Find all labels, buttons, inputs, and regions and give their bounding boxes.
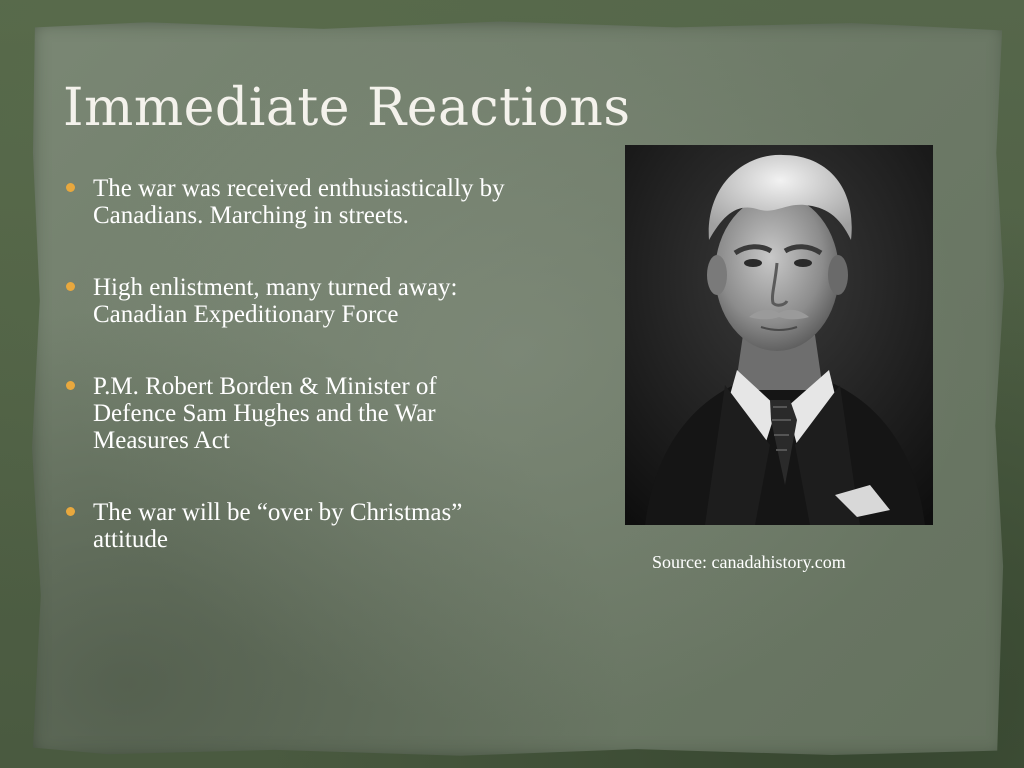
- bullet-list: [66, 175, 526, 598]
- bullet-item: [66, 499, 526, 553]
- portrait-illustration: [625, 145, 933, 525]
- bullet-dot-icon: [66, 381, 75, 390]
- bullet-text: P.M. Robert Borden & Minister of Defence Sam Hughes and the War Measures Act: [93, 373, 437, 454]
- bullet-text: The war was received enthusiastically by Canadians. Marching in streets.: [93, 175, 505, 229]
- bullet-text: The war will be “over by Christmas” attitude: [93, 499, 463, 553]
- bullet-dot-icon: [66, 507, 75, 516]
- bullet-item: [66, 175, 526, 229]
- bullet-dot-icon: [66, 183, 75, 192]
- bullet-item: [66, 274, 526, 328]
- bullet-text: High enlistment, many turned away: Canadian Expeditionary Force: [93, 274, 458, 328]
- bullet-item: [66, 373, 526, 454]
- image-source-caption: Source: canadahistory.com: [652, 552, 846, 572]
- bullet-dot-icon: [66, 282, 75, 291]
- portrait-photo: [625, 145, 933, 525]
- slide-title: Immediate Reactions: [63, 78, 631, 138]
